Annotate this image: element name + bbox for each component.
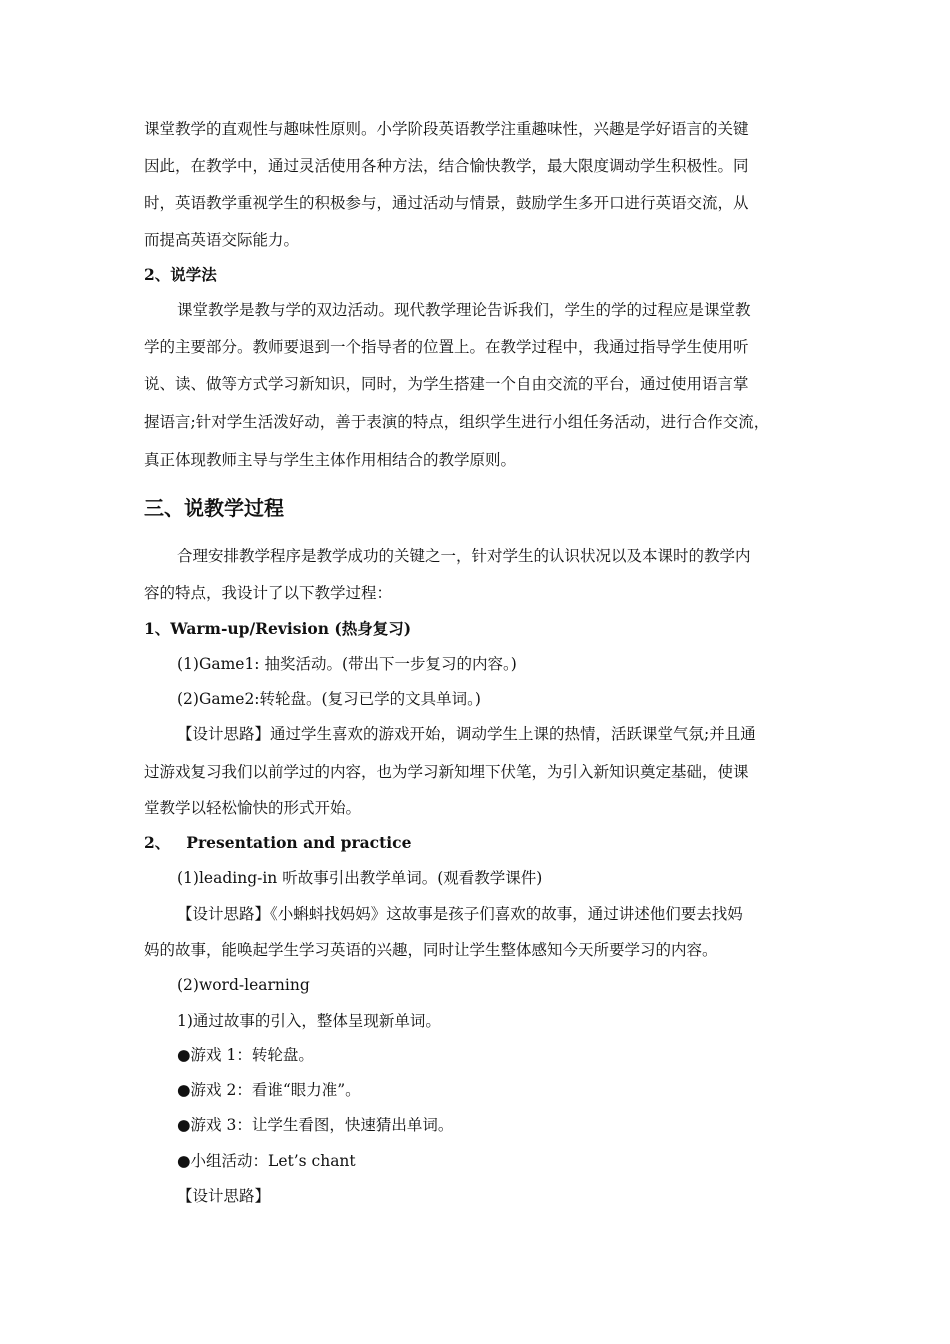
list-item: (2)Game2:转轮盘。(复习已学的文具单词。) bbox=[177, 690, 481, 708]
paragraph-line: 容的特点，我设计了以下教学过程： bbox=[144, 584, 393, 602]
paragraph-line: 真正体现教师主导与学生主体作用相结合的教学原则。 bbox=[144, 451, 517, 469]
step-title: Presentation and practice bbox=[186, 833, 412, 852]
paragraph-line: 【设计思路】《小蝌蚪找妈妈》这故事是孩子们喜欢的故事，通过讲述他们要去找妈 bbox=[177, 905, 743, 923]
list-item: ●小组活动：Let’s chant bbox=[177, 1152, 356, 1170]
list-item: ●游戏 1：转轮盘。 bbox=[177, 1046, 314, 1064]
list-item: (2)word-learning bbox=[177, 976, 310, 994]
paragraph-line: 课堂教学的直观性与趣味性原则。小学阶段英语教学注重趣味性，兴趣是学好语言的关键 bbox=[144, 120, 749, 138]
paragraph-line: 握语言;针对学生活泼好动，善于表演的特点，组织学生进行小组任务活动，进行合作交流， bbox=[144, 413, 770, 431]
paragraph-line: 课堂教学是教与学的双边活动。现代教学理论告诉我们，学生的学的过程应是课堂教 bbox=[177, 301, 751, 319]
section-heading: 2、说学法 bbox=[144, 265, 217, 284]
paragraph-line: 因此，在教学中，通过灵活使用各种方法，结合愉快教学，最大限度调动学生积极性。同 bbox=[144, 157, 749, 175]
paragraph-line: 时，英语教学重视学生的积极参与，通过活动与情景，鼓励学生多开口进行英语交流，从 bbox=[144, 194, 749, 212]
paragraph-line: 堂教学以轻松愉快的形式开始。 bbox=[144, 799, 362, 817]
paragraph-line: 妈的故事，能唤起学生学习英语的兴趣，同时让学生整体感知今天所要学习的内容。 bbox=[144, 941, 718, 959]
paragraph-line: 而提高英语交际能力。 bbox=[144, 231, 300, 249]
list-item: 1)通过故事的引入，整体呈现新单词。 bbox=[177, 1012, 441, 1030]
step-heading: 1、Warm-up/Revision (热身复习) bbox=[144, 619, 412, 638]
list-item: (1)leading-in 听故事引出教学单词。(观看教学课件) bbox=[177, 869, 543, 887]
paragraph-line: 学的主要部分。教师要退到一个指导者的位置上。在教学过程中，我通过指导学生使用听 bbox=[144, 338, 749, 356]
list-item: ●游戏 3：让学生看图，快速猜出单词。 bbox=[177, 1116, 454, 1134]
paragraph-line: 说、读、做等方式学习新知识，同时，为学生搭建一个自由交流的平台，通过使用语言掌 bbox=[144, 375, 749, 393]
paragraph-line: 合理安排教学程序是教学成功的关键之一，针对学生的认识状况以及本课时的教学内 bbox=[177, 547, 751, 565]
list-item: (1)Game1: 抽奖活动。(带出下一步复习的内容。) bbox=[177, 655, 517, 673]
step-heading bbox=[144, 833, 411, 853]
list-item: ●游戏 2：看谁“眼力准”。 bbox=[177, 1081, 361, 1099]
chapter-heading: 三、说教学过程 bbox=[144, 496, 284, 520]
paragraph-line: 【设计思路】通过学生喜欢的游戏开始，调动学生上课的热情，活跃课堂气氛;并且通 bbox=[177, 725, 756, 743]
paragraph-line: 过游戏复习我们以前学过的内容，也为学习新知埋下伏笔，为引入新知识奠定基础，使课 bbox=[144, 763, 749, 781]
step-number: 2、 bbox=[144, 833, 171, 852]
paragraph-line: 【设计思路】 bbox=[177, 1187, 271, 1205]
